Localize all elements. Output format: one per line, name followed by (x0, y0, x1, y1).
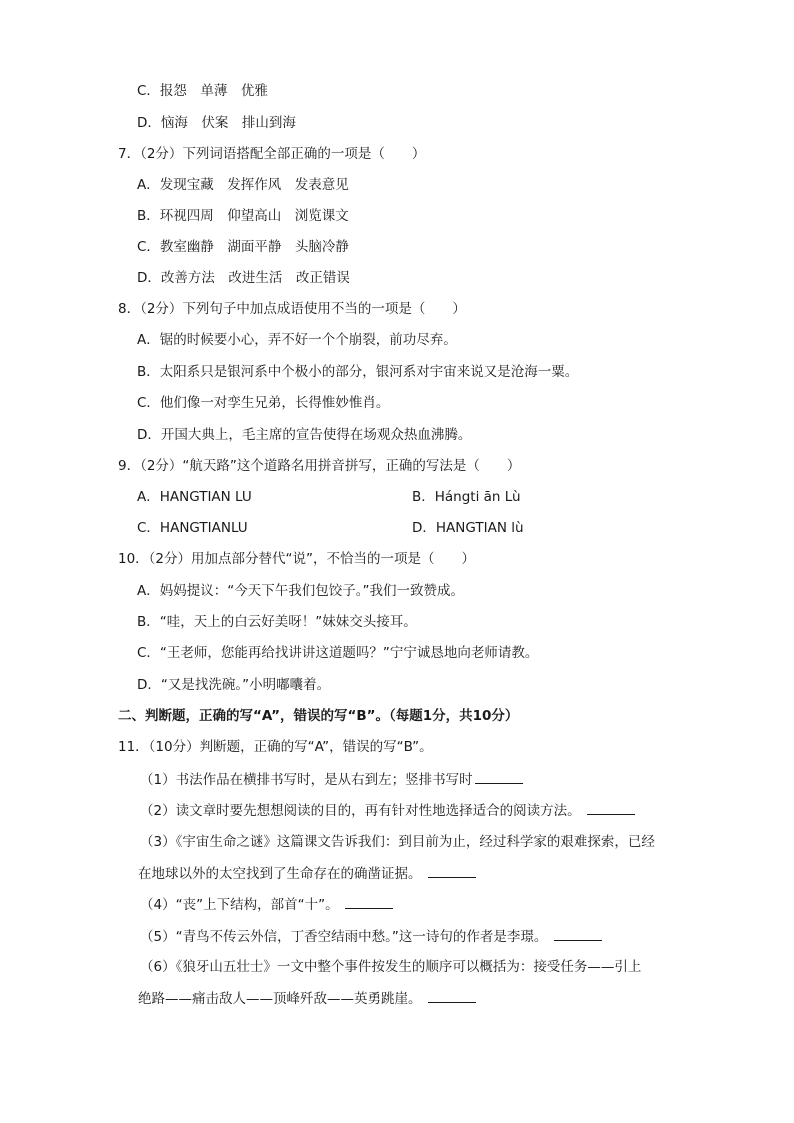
q11-item-1-text: （1）书法作品在横排书写时，是从右到左；竖排书写时 (140, 772, 473, 788)
q8-option-c: C．他们像一对孪生兄弟，长得惟妙惟肖。 (137, 395, 390, 411)
answer-blank-1[interactable] (475, 769, 523, 784)
q9-option-d: D．HANGTIAN lù (412, 520, 524, 536)
q11-item-3 (138, 863, 476, 884)
q11-item-6-text: 绝路——痛击敌人——顶峰歼敌——英勇跳崖。 (138, 991, 422, 1007)
q8-option-d: D．开国大典上，毛主席的宣告使得在场观众热血沸腾。 (137, 427, 472, 443)
q6-option-d: D．恼海 伏案 排山到海 (137, 115, 296, 131)
q10-stem: 10．（2分）用加点部分替代“说”，不恰当的一项是（ ） (118, 551, 476, 567)
q9-option-a: A．HANGTIAN LU (137, 489, 252, 505)
q7-option-b: B．环视四周 仰望高山 浏览课文 (137, 208, 349, 224)
q8-option-a: A．锯的时候要小心，弄不好一个个崩裂，前功尽弃。 (137, 332, 457, 348)
q11-item-5 (140, 926, 602, 947)
q11-item-2-text: （2）读文章时要先想想阅读的目的，再有针对性地选择适合的阅读方法。 (140, 803, 581, 819)
q7-option-d: D．改善方法 改进生活 改正错误 (137, 270, 350, 286)
answer-blank-6[interactable] (428, 988, 476, 1003)
q11-stem: 11．（10分）判断题，正确的写“A”，错误的写“B”。 (118, 739, 433, 755)
q9-option-b: B．Hángti ān Lù (412, 489, 521, 505)
answer-blank-2[interactable] (587, 800, 635, 815)
q10-option-c: C．“王老师，您能再给找讲讲这道题吗？”宁宁诚恳地向老师请教。 (137, 645, 539, 661)
q8-stem: 8．（2分）下列句子中加点成语使用不当的一项是（ ） (118, 301, 466, 317)
q7-option-a: A．发现宝藏 发挥作风 发表意见 (137, 177, 349, 193)
q11-item-3-text: 在地球以外的太空找到了生命存在的确凿证据。 (138, 866, 422, 882)
q11-item-1 (140, 769, 523, 790)
q11-item-4 (140, 894, 393, 915)
q10-option-b: B．“哇，天上的白云好美呀！”妹妹交头接耳。 (137, 614, 417, 630)
q10-option-a: A．妈妈提议：“今天下午我们包饺子。”我们一致赞成。 (137, 583, 464, 599)
q9-stem: 9．（2分）“航天路”这个道路名用拼音拼写，正确的写法是（ ） (118, 458, 521, 474)
q10-option-d: D．“又是找洗碗。”小明嘟囔着。 (137, 677, 331, 693)
section-2-heading: 二、判断题，正确的写“A”，错误的写“B”。（每题1分，共10分） (118, 708, 519, 724)
answer-blank-3[interactable] (428, 863, 476, 878)
q9-option-c: C．HANGTIANLU (137, 520, 248, 536)
q11-item-6a: （6）《狼牙山五壮士》一文中整个事件按发生的顺序可以概括为：接受任务——引上 (140, 959, 642, 975)
q11-item-5-text: （5）“青鸟不传云外信，丁香空结雨中愁。”这一诗句的作者是李璟。 (140, 929, 548, 945)
q8-option-b: B．太阳系只是银河系中个极小的部分，银河系对宇宙来说又是沧海一粟。 (137, 364, 579, 380)
answer-blank-5[interactable] (554, 926, 602, 941)
q7-option-c: C．教室幽静 湖面平静 头脑冷静 (137, 239, 349, 255)
q11-item-3a: （3）《宇宙生命之谜》这篇课文告诉我们：到目前为止，经过科学家的艰难探索，已经 (140, 834, 655, 850)
q11-item-4-text: （4）“丧”上下结构，部首“十”。 (140, 897, 339, 913)
q11-item-2 (140, 800, 635, 821)
q6-option-c: C．报怨 单薄 优雅 (137, 83, 268, 99)
q7-stem: 7．（2分）下列词语搭配全部正确的一项是（ ） (118, 146, 426, 162)
answer-blank-4[interactable] (345, 894, 393, 909)
q11-item-6 (138, 988, 476, 1009)
